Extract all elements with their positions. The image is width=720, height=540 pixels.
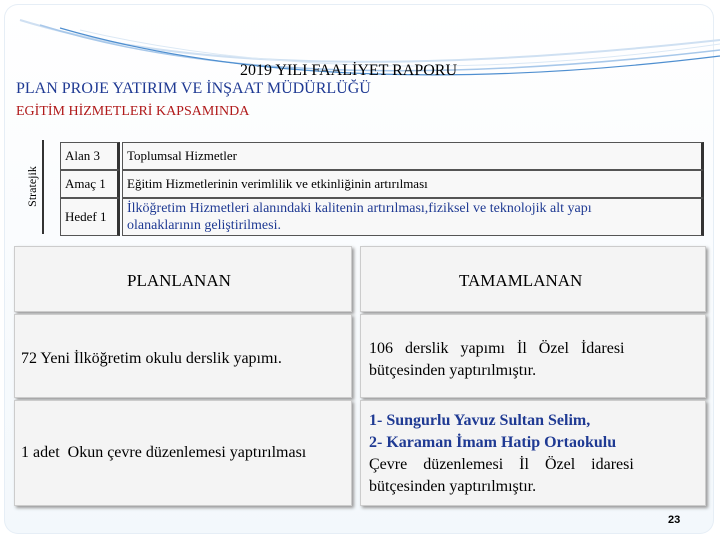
completed-item-2-line-2: 2- Karaman İmam Hatip Ortaokulu bbox=[369, 434, 617, 451]
planned-item-2-text: 1 adet Okun çevre düzenlemesi yaptırılması bbox=[21, 444, 307, 461]
completed-item-2-line-4: bütçesinden yaptırılmıştır. bbox=[369, 478, 537, 495]
completed-item-1-line-1: 106 derslik yapımı İl Özel İdaresi bbox=[369, 340, 625, 357]
strategy-divider bbox=[42, 140, 44, 234]
row-key-amac: Amaç 1 bbox=[60, 170, 120, 198]
department-title: PLAN PROJE YATIRIM VE İNŞAAT MÜDÜRLÜĞÜ bbox=[16, 80, 371, 97]
planned-item-2 bbox=[14, 400, 352, 506]
completed-item-1 bbox=[360, 314, 706, 398]
row-value-alan: Toplumsal Hizmetler bbox=[122, 142, 704, 170]
row-key-hedef: Hedef 1 bbox=[60, 198, 120, 236]
report-title: 2019 YILI FAALİYET RAPORU bbox=[240, 62, 458, 79]
hedef-line-2: olanaklarının geliştirilmesi. bbox=[127, 218, 281, 233]
completed-item-1-line-2: bütçesinden yaptırılmıştır. bbox=[369, 362, 537, 379]
scope-title: EGİTİM HİZMETLERİ KAPSAMINDA bbox=[16, 104, 250, 119]
hedef-line-1: İlköğretim Hizmetleri alanındaki kalitenin artırılması,fiziksel ve teknolojik alt yapı bbox=[127, 201, 592, 216]
completed-item-2-line-3: Çevre düzenlemesi İl Özel idaresi bbox=[369, 456, 634, 473]
strategy-side-label: Stratejik bbox=[24, 165, 39, 207]
completed-item-2 bbox=[360, 400, 706, 506]
row-key-alan: Alan 3 bbox=[60, 142, 120, 170]
planned-item-1-text: 72 Yeni İlköğretim okulu derslik yapımı. bbox=[21, 350, 282, 367]
completed-item-2-line-1: 1- Sungurlu Yavuz Sultan Selim, bbox=[369, 412, 591, 429]
row-value-hedef bbox=[122, 198, 704, 236]
planned-header: PLANLANAN bbox=[14, 246, 352, 312]
page-number: 23 bbox=[668, 514, 681, 526]
planned-item-1 bbox=[14, 314, 352, 398]
row-value-amac: Eğitim Hizmetlerinin verimlilik ve etkinliğinin artırılması bbox=[122, 170, 704, 198]
completed-header: TAMAMLANAN bbox=[360, 246, 706, 312]
